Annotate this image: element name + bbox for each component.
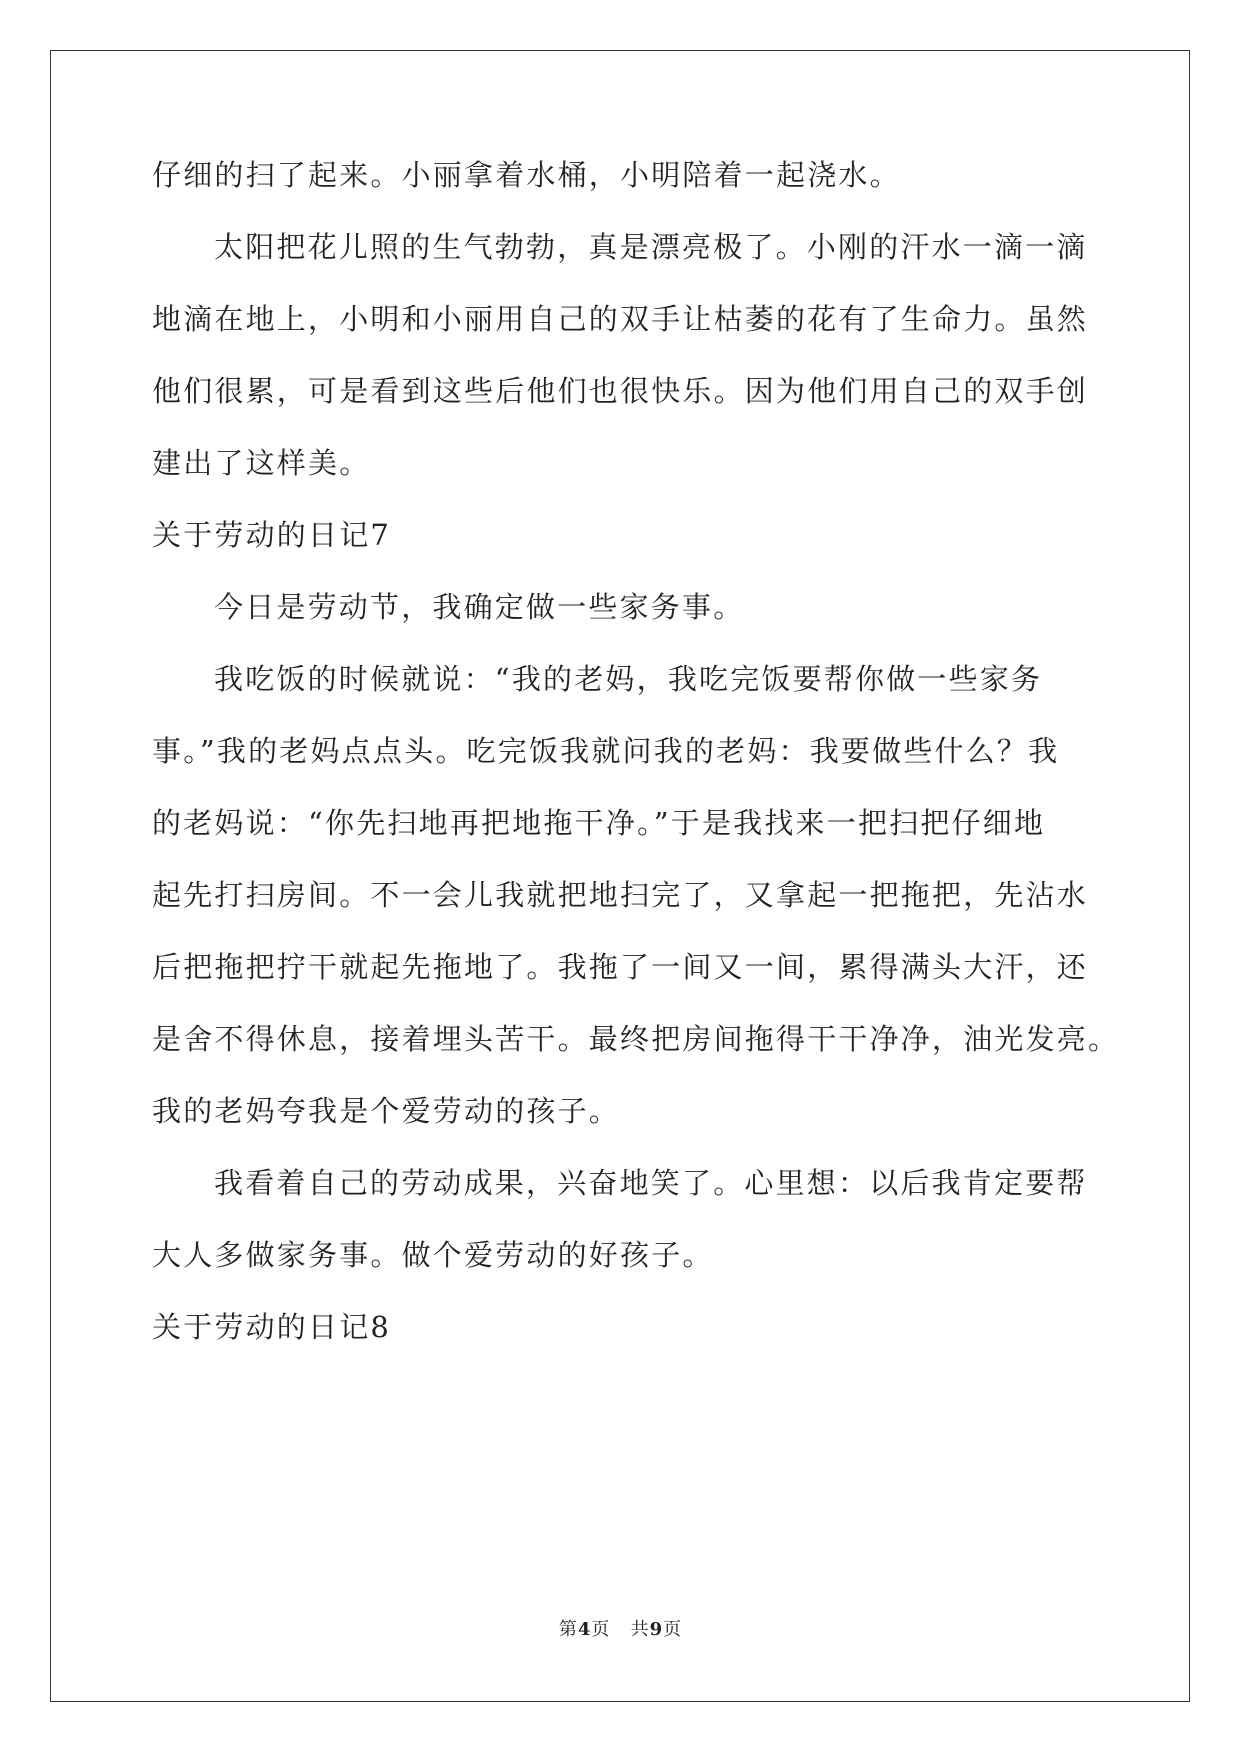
paragraph-line: 建出了这样美。: [152, 446, 371, 480]
footer-total-prefix: 共: [630, 1619, 650, 1640]
section-heading: 关于劳动的日记8: [152, 1310, 392, 1344]
page-footer: [0, 1615, 1241, 1641]
paragraph-line: 我吃饭的时候就说：“我的老妈，我吃完饭要帮你做一些家务: [214, 662, 1043, 696]
paragraph-line: 事。”我的老妈点点头。吃完饭我就问我的老妈：我要做些什么？我: [152, 734, 1060, 768]
paragraph-line: 我的老妈夸我是个爱劳动的孩子。: [152, 1094, 621, 1128]
paragraph-line: 他们很累，可是看到这些后他们也很快乐。因为他们用自己的双手创: [152, 374, 1089, 408]
paragraph-line: 起先打扫房间。不一会儿我就把地扫完了，又拿起一把拖把，先沾水: [152, 878, 1089, 912]
footer-total-suffix: 页: [663, 1619, 683, 1640]
footer-prefix: 第: [558, 1619, 578, 1640]
paragraph-line: 的老妈说：“你先扫地再把地拖干净。”于是我找来一把扫把仔细地: [152, 806, 1046, 840]
paragraph-line: 仔细的扫了起来。小丽拿着水桶，小明陪着一起浇水。: [152, 158, 901, 192]
footer-page-suffix: 页: [591, 1619, 611, 1640]
paragraph-line: 大人多做家务事。做个爱劳动的好孩子。: [152, 1238, 714, 1272]
paragraph-line: 地滴在地上，小明和小丽用自己的双手让枯萎的花有了生命力。虽然: [152, 302, 1089, 336]
paragraph-line: 是舍不得休息，接着埋头苦干。最终把房间拖得干干净净，油光发亮。: [152, 1022, 1120, 1056]
paragraph-line: 我看着自己的劳动成果，兴奋地笑了。心里想：以后我肯定要帮: [214, 1166, 1088, 1200]
paragraph-line: 太阳把花儿照的生气勃勃，真是漂亮极了。小刚的汗水一滴一滴: [214, 230, 1088, 264]
current-page-number: 4: [577, 1619, 592, 1640]
paragraph-line: 后把拖把拧干就起先拖地了。我拖了一间又一间，累得满头大汗，还: [152, 950, 1089, 984]
paragraph-line: 今日是劳动节，我确定做一些家务事。: [214, 590, 745, 624]
total-page-number: 9: [649, 1619, 664, 1640]
section-heading: 关于劳动的日记7: [152, 518, 392, 552]
